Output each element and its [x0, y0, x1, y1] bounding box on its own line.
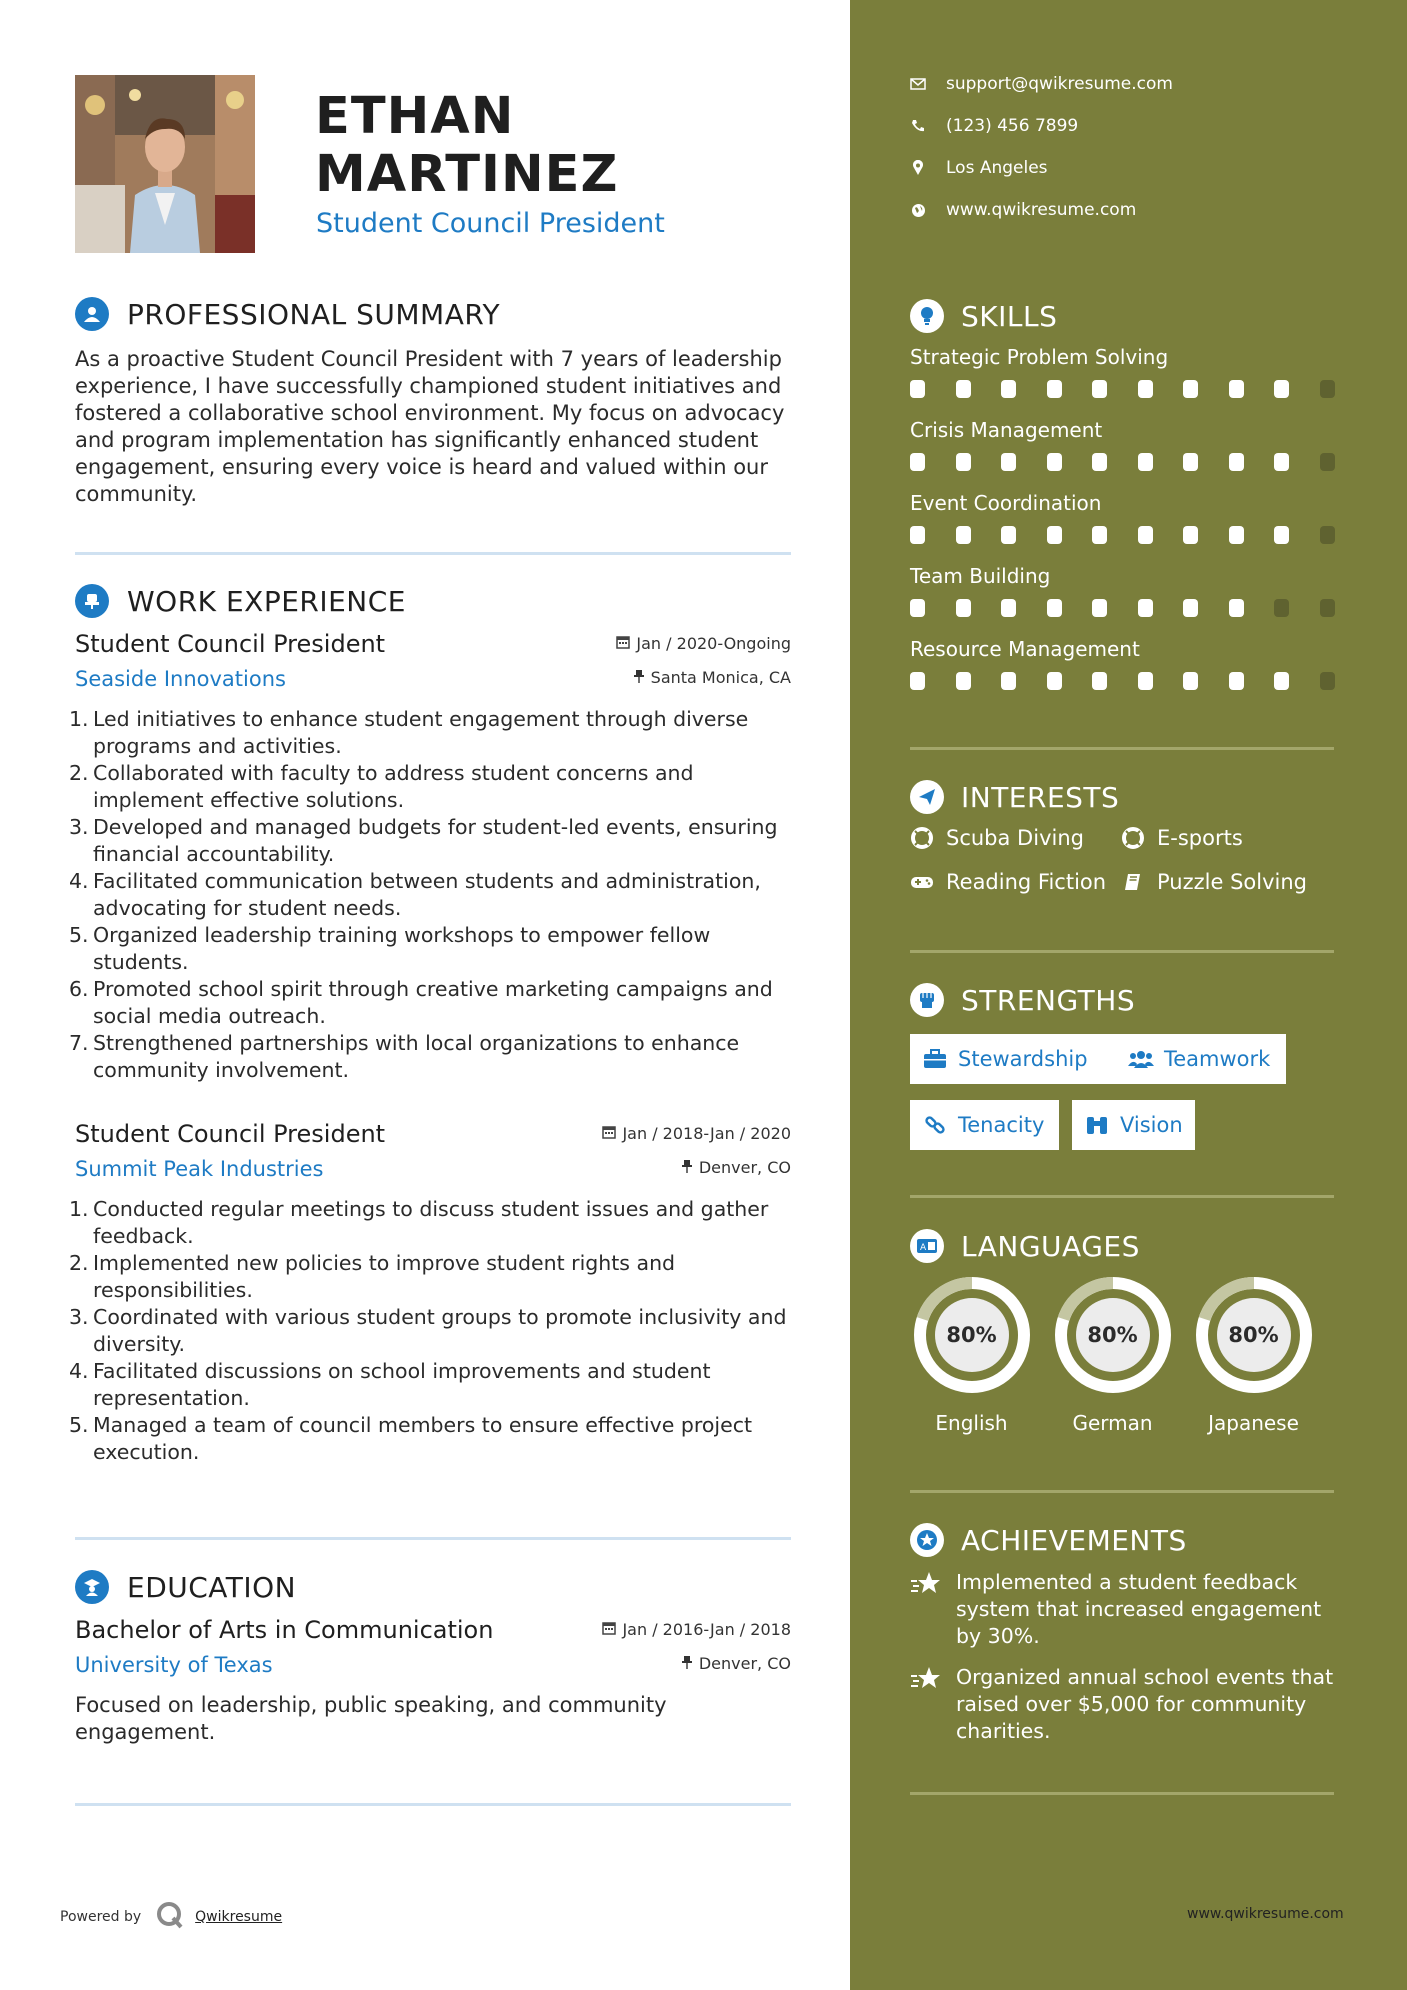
skill-rating: [910, 453, 1340, 473]
contact-email[interactable]: [910, 74, 1173, 94]
rating-dot-filled: [1229, 453, 1244, 471]
graduate-icon: [75, 1570, 109, 1604]
candidate-role: Student Council President: [316, 208, 665, 239]
svg-text:A: A: [920, 1243, 927, 1253]
rating-dot-filled: [1092, 453, 1107, 471]
email-text: support@qwikresume.com: [946, 74, 1173, 94]
interest-label: Scuba Diving: [946, 826, 1084, 850]
rating-dot-filled: [1047, 380, 1062, 398]
rating-dot-filled: [910, 672, 925, 690]
rating-dot-filled: [1047, 599, 1062, 617]
footer-site[interactable]: www.qwikresume.com: [1187, 1906, 1344, 1922]
skill-rating: [910, 380, 1340, 400]
job-duties: [69, 706, 805, 1084]
interest-item: [910, 870, 1106, 894]
strength-tag: [1116, 1034, 1286, 1084]
phone-icon: [910, 118, 926, 134]
calendar-icon: [602, 1620, 616, 1639]
divider: [75, 552, 791, 555]
rating-dot-filled: [1183, 526, 1198, 544]
rating-dot-filled: [956, 453, 971, 471]
work-heading: [75, 584, 406, 618]
strength-tag: [910, 1034, 1117, 1084]
job-title: Student Council President: [75, 1120, 386, 1148]
interests-heading: [910, 780, 1119, 814]
list-item: 4. Facilitated discussions on school improvements and student representation.: [69, 1359, 711, 1410]
language-percent: 80%: [1228, 1323, 1279, 1347]
phone-text: (123) 456 7899: [946, 116, 1079, 136]
skill-item: [910, 637, 1340, 661]
divider: [75, 1537, 791, 1540]
gamepad-icon: [910, 870, 934, 894]
qwikresume-link[interactable]: Qwikresume: [195, 1909, 283, 1925]
skill-rating: [910, 672, 1340, 692]
list-item: 2. Collaborated with faculty to address student concerns and implement effective solutions.: [69, 761, 694, 812]
contact-location: [910, 158, 1048, 178]
skills-title: SKILLS: [961, 299, 1058, 333]
summary-heading: [75, 297, 500, 331]
powered-by-text: Powered by: [60, 1909, 142, 1925]
interest-label: Puzzle Solving: [1157, 870, 1307, 894]
skill-item: [910, 418, 1340, 442]
life-ring-icon: [910, 826, 934, 850]
qwikresume-logo-icon: [155, 1900, 185, 1934]
calendar-icon: [616, 634, 630, 653]
skill-item: [910, 345, 1340, 369]
job-location: [681, 1158, 791, 1177]
rating-dot-filled: [1274, 672, 1289, 690]
rating-dot-filled: [1138, 453, 1153, 471]
divider: [75, 1803, 791, 1806]
rating-dot-filled: [1047, 453, 1062, 471]
contact-phone[interactable]: [910, 116, 1078, 136]
rating-dot-empty: [1320, 380, 1335, 398]
rating-dot-filled: [1092, 380, 1107, 398]
rating-dot-empty: [1320, 453, 1335, 471]
rating-dot-filled: [1274, 380, 1289, 398]
rating-dot-filled: [1138, 672, 1153, 690]
list-item: 6. Promoted school spirit through creative marketing campaigns and social media outreach.: [69, 977, 773, 1028]
rating-dot-filled: [1274, 453, 1289, 471]
language-percent: 80%: [1087, 1323, 1138, 1347]
briefcase-icon: [922, 1048, 948, 1070]
rating-dot-filled: [956, 380, 971, 398]
skill-name: Strategic Problem Solving: [910, 345, 1169, 369]
job-company: Seaside Innovations: [75, 667, 286, 691]
language-percent: 80%: [946, 1323, 997, 1347]
interest-label: Reading Fiction: [946, 870, 1107, 894]
rating-dot-filled: [956, 526, 971, 544]
job-location-text: Denver, CO: [698, 1158, 791, 1177]
location-text: Los Angeles: [946, 158, 1048, 178]
education-location-text: Denver, CO: [698, 1654, 791, 1673]
rating-dot-filled: [1229, 599, 1244, 617]
rating-dot-empty: [1274, 599, 1289, 617]
rating-dot-filled: [1092, 672, 1107, 690]
divider: [910, 747, 1334, 750]
language-name: English: [935, 1411, 1008, 1435]
language-name: Japanese: [1208, 1411, 1299, 1435]
strengths-title: STRENGTHS: [961, 983, 1136, 1017]
job-date-text: Jan / 2018-Jan / 2020: [622, 1124, 791, 1143]
rating-dot-filled: [1183, 599, 1198, 617]
achievement-item: [910, 1569, 1340, 1650]
skill-name: Crisis Management: [910, 418, 1103, 442]
rating-dot-empty: [1320, 526, 1335, 544]
profile-photo: [75, 75, 255, 253]
skill-name: Resource Management: [910, 637, 1140, 661]
rating-dot-filled: [1001, 599, 1016, 617]
rating-dot-filled: [1229, 526, 1244, 544]
rating-dot-filled: [1047, 672, 1062, 690]
users-icon: [1128, 1048, 1154, 1070]
skill-rating: [910, 599, 1340, 619]
rating-dot-filled: [1229, 380, 1244, 398]
interests-title: INTERESTS: [961, 780, 1120, 814]
strength-label: Vision: [1120, 1113, 1183, 1137]
language-name: German: [1072, 1411, 1153, 1435]
strength-tag: [1072, 1100, 1195, 1150]
skills-heading: [910, 299, 1057, 333]
rating-dot-filled: [1092, 599, 1107, 617]
language-progress-ring: [912, 1275, 1032, 1395]
education-title: EDUCATION: [127, 1570, 297, 1604]
rating-dot-filled: [1001, 453, 1016, 471]
degree: Bachelor of Arts in Communication: [75, 1616, 494, 1644]
skill-name: Team Building: [910, 564, 1051, 588]
contact-website[interactable]: [910, 200, 1136, 220]
rating-dot-filled: [1183, 453, 1198, 471]
divider: [910, 950, 1334, 953]
summary-title: PROFESSIONAL SUMMARY: [127, 297, 501, 331]
languages-title: LANGUAGES: [961, 1229, 1140, 1263]
rating-dot-filled: [1183, 672, 1198, 690]
star-icon: [910, 1569, 942, 1601]
star-icon: [910, 1664, 942, 1696]
language-progress-ring: [1053, 1275, 1173, 1395]
school: University of Texas: [75, 1653, 273, 1677]
list-item: 3. Coordinated with various student groups to promote inclusivity and diversity.: [69, 1305, 787, 1356]
rating-dot-filled: [1229, 672, 1244, 690]
strength-label: Teamwork: [1164, 1047, 1271, 1071]
rating-dot-filled: [910, 380, 925, 398]
strength-tag: [910, 1100, 1059, 1150]
achievement-item: [910, 1664, 1340, 1745]
website-text: www.qwikresume.com: [946, 200, 1137, 220]
powered-by: [60, 1900, 282, 1934]
fist-icon: [910, 983, 944, 1017]
skill-item: [910, 491, 1340, 515]
divider: [910, 1792, 1334, 1795]
rating-dot-filled: [1274, 526, 1289, 544]
achievement-text: Organized annual school events that raised over $5,000 for community charities.: [956, 1665, 1334, 1743]
education-description: Focused on leadership, public speaking, and community engagement.: [75, 1693, 667, 1744]
achievements-heading: [910, 1523, 1187, 1557]
language-item: [1050, 1275, 1175, 1435]
skill-item: [910, 564, 1340, 588]
envelope-icon: [910, 76, 926, 92]
work-title: WORK EXPERIENCE: [127, 584, 406, 618]
skill-rating: [910, 526, 1340, 546]
job-date: [616, 634, 791, 653]
list-item: 1. Conducted regular meetings to discuss student issues and gather feedback.: [69, 1197, 769, 1248]
rating-dot-filled: [910, 599, 925, 617]
strengths-heading: [910, 983, 1135, 1017]
rating-dot-filled: [956, 599, 971, 617]
interest-item: [1121, 826, 1243, 850]
interest-label: E-sports: [1157, 826, 1243, 850]
language-item: [909, 1275, 1034, 1435]
education-date: [602, 1620, 791, 1639]
interest-item: [1121, 870, 1307, 894]
job-company: Summit Peak Industries: [75, 1157, 324, 1181]
education-location: [681, 1654, 791, 1673]
rating-dot-filled: [956, 672, 971, 690]
job-location-text: Santa Monica, CA: [650, 668, 791, 687]
link-icon: [922, 1114, 948, 1136]
candidate-name: [315, 88, 618, 204]
rating-dot-filled: [1138, 380, 1153, 398]
language-progress-ring: [1194, 1275, 1314, 1395]
paper-plane-icon: [910, 780, 944, 814]
last-name: MARTINEZ: [315, 145, 619, 204]
education-date-text: Jan / 2016-Jan / 2018: [622, 1620, 791, 1639]
job-title: Student Council President: [75, 630, 386, 658]
user-icon: [75, 297, 109, 331]
globe-icon: [910, 202, 926, 218]
rating-dot-filled: [1138, 599, 1153, 617]
job-date: [602, 1124, 791, 1143]
interest-item: [910, 826, 1084, 850]
job-duties: [69, 1196, 805, 1466]
rating-dot-filled: [1001, 672, 1016, 690]
book-icon: [1121, 870, 1145, 894]
achievements-title: ACHIEVEMENTS: [961, 1523, 1187, 1557]
rating-dot-filled: [910, 453, 925, 471]
divider: [910, 1490, 1334, 1493]
binoculars-icon: [1084, 1114, 1110, 1136]
achievement-text: Implemented a student feedback system that increased engagement by 30%.: [956, 1570, 1322, 1648]
rating-dot-filled: [1092, 526, 1107, 544]
rating-dot-filled: [1001, 380, 1016, 398]
pin-icon: [681, 1654, 693, 1673]
strength-label: Stewardship: [958, 1047, 1088, 1071]
rating-dot-empty: [1320, 599, 1335, 617]
education-heading: [75, 1570, 296, 1604]
lightbulb-icon: [910, 299, 944, 333]
map-marker-icon: [910, 160, 926, 176]
life-ring-icon: [1121, 826, 1145, 850]
list-item: 7. Strengthened partnerships with local organizations to enhance community involvement.: [69, 1031, 740, 1082]
list-item: 4. Facilitated communication between students and administration, advocating for student needs.: [69, 869, 761, 920]
star-badge-icon: [910, 1523, 944, 1557]
rating-dot-filled: [1183, 380, 1198, 398]
summary-text: As a proactive Student Council President with 7 years of leadership experience, I have successfully championed student initiatives and fostered a collaborative school environment. My focus on advocacy and program implementation has significantly enhanced student engagement, ensuring every voice is heard and valued within our community.: [75, 347, 785, 506]
job-location: [633, 668, 791, 687]
rating-dot-filled: [910, 526, 925, 544]
divider: [910, 1195, 1334, 1198]
languages-heading: [910, 1229, 1140, 1263]
rating-dot-filled: [1047, 526, 1062, 544]
language-icon: [910, 1229, 944, 1263]
rating-dot-empty: [1320, 672, 1335, 690]
skill-name: Event Coordination: [910, 491, 1102, 515]
calendar-icon: [602, 1124, 616, 1143]
pin-icon: [633, 668, 645, 687]
language-item: [1191, 1275, 1316, 1435]
pin-icon: [681, 1158, 693, 1177]
list-item: 3. Developed and managed budgets for student-led events, ensuring financial accountability.: [69, 815, 778, 866]
list-item: 5. Managed a team of council members to ensure effective project execution.: [69, 1413, 753, 1464]
list-item: 5. Organized leadership training workshops to empower fellow students.: [69, 923, 711, 974]
job-date-text: Jan / 2020-Ongoing: [636, 634, 791, 653]
list-item: 1. Led initiatives to enhance student engagement through diverse programs and activities.: [69, 707, 749, 758]
first-name: ETHAN: [315, 87, 515, 146]
rating-dot-filled: [1001, 526, 1016, 544]
list-item: 2. Implemented new policies to improve student rights and responsibilities.: [69, 1251, 676, 1302]
briefcase-chair-icon: [75, 584, 109, 618]
strength-label: Tenacity: [958, 1113, 1045, 1137]
rating-dot-filled: [1138, 526, 1153, 544]
